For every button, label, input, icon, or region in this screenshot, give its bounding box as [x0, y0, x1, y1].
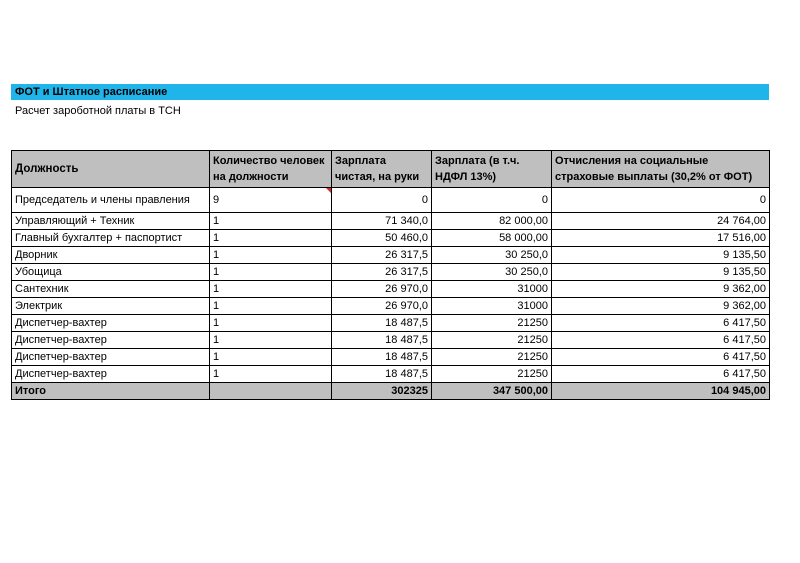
- cell-position[interactable]: Диспетчер-вахтер: [12, 366, 210, 383]
- cell-position[interactable]: Диспетчер-вахтер: [12, 332, 210, 349]
- cell-social[interactable]: 6 417,50: [552, 366, 770, 383]
- table-row: [12, 298, 770, 315]
- table-row: [12, 315, 770, 332]
- cell-count[interactable]: 1: [210, 332, 332, 349]
- cell-gross[interactable]: 31000: [432, 281, 552, 298]
- table-row: [12, 213, 770, 230]
- total-row: [12, 383, 770, 400]
- table-row: [12, 349, 770, 366]
- cell-social[interactable]: 9 362,00: [552, 298, 770, 315]
- cell-position[interactable]: Убощица: [12, 264, 210, 281]
- sheet-subtitle: Расчет зароботной платы в ТСН: [15, 105, 181, 117]
- cell-gross[interactable]: 30 250,0: [432, 264, 552, 281]
- cell-count[interactable]: 1: [210, 213, 332, 230]
- cell-position[interactable]: Управляющий + Техник: [12, 213, 210, 230]
- cell-gross[interactable]: 30 250,0: [432, 247, 552, 264]
- cell-position[interactable]: Дворник: [12, 247, 210, 264]
- cell-social[interactable]: 6 417,50: [552, 332, 770, 349]
- column-header-count[interactable]: Количество человек на должности: [210, 151, 332, 188]
- cell-gross[interactable]: 58 000,00: [432, 230, 552, 247]
- cell-net[interactable]: 0: [332, 188, 432, 213]
- cell-count[interactable]: 1: [210, 366, 332, 383]
- cell-count[interactable]: 1: [210, 349, 332, 366]
- cell-gross[interactable]: 31000: [432, 298, 552, 315]
- cell-gross[interactable]: 21250: [432, 366, 552, 383]
- cell-gross[interactable]: 21250: [432, 332, 552, 349]
- cell-social[interactable]: 0: [552, 188, 770, 213]
- cell-count[interactable]: 9: [210, 188, 332, 213]
- cell-position[interactable]: Сантехник: [12, 281, 210, 298]
- cell-position[interactable]: Председатель и члены правления: [12, 188, 210, 213]
- cell-net[interactable]: 18 487,5: [332, 332, 432, 349]
- cell-gross[interactable]: 21250: [432, 349, 552, 366]
- sheet-title-banner: ФОТ и Штатное расписание: [11, 84, 769, 100]
- total-net[interactable]: 302325: [332, 383, 432, 400]
- cell-net[interactable]: 26 317,5: [332, 264, 432, 281]
- total-social[interactable]: 104 945,00: [552, 383, 770, 400]
- cell-social[interactable]: 6 417,50: [552, 315, 770, 332]
- total-gross[interactable]: 347 500,00: [432, 383, 552, 400]
- cell-position[interactable]: Электрик: [12, 298, 210, 315]
- cell-count[interactable]: 1: [210, 281, 332, 298]
- total-count[interactable]: [210, 383, 332, 400]
- cell-social[interactable]: 6 417,50: [552, 349, 770, 366]
- cell-social[interactable]: 9 362,00: [552, 281, 770, 298]
- table-row: [12, 247, 770, 264]
- column-header-position[interactable]: Должность: [12, 151, 210, 188]
- cell-position[interactable]: Диспетчер-вахтер: [12, 315, 210, 332]
- cell-position[interactable]: Диспетчер-вахтер: [12, 349, 210, 366]
- cell-count[interactable]: 1: [210, 315, 332, 332]
- cell-count[interactable]: 1: [210, 247, 332, 264]
- column-header-gross-salary[interactable]: Зарплата (в т.ч. НДФЛ 13%): [432, 151, 552, 188]
- cell-net[interactable]: 26 317,5: [332, 247, 432, 264]
- cell-count[interactable]: 1: [210, 298, 332, 315]
- table-row: [12, 188, 770, 213]
- cell-net[interactable]: 18 487,5: [332, 315, 432, 332]
- cell-net[interactable]: 50 460,0: [332, 230, 432, 247]
- cell-net[interactable]: 18 487,5: [332, 349, 432, 366]
- cell-net[interactable]: 18 487,5: [332, 366, 432, 383]
- column-header-social-contributions[interactable]: Отчисления на социальные страховые выплаты (30,2% от ФОТ): [552, 151, 770, 188]
- cell-social[interactable]: 24 764,00: [552, 213, 770, 230]
- cell-net[interactable]: 26 970,0: [332, 281, 432, 298]
- cell-social[interactable]: 9 135,50: [552, 247, 770, 264]
- cell-social[interactable]: 17 516,00: [552, 230, 770, 247]
- cell-net[interactable]: 71 340,0: [332, 213, 432, 230]
- table-row: [12, 230, 770, 247]
- total-label[interactable]: Итого: [12, 383, 210, 400]
- table-row: [12, 264, 770, 281]
- table-header-row: [12, 151, 770, 188]
- cell-position[interactable]: Главный бухгалтер + паспортист: [12, 230, 210, 247]
- cell-social[interactable]: 9 135,50: [552, 264, 770, 281]
- table-row: [12, 332, 770, 349]
- column-header-net-salary[interactable]: Зарплата чистая, на руки: [332, 151, 432, 188]
- table-row: [12, 281, 770, 298]
- cell-count[interactable]: 1: [210, 264, 332, 281]
- cell-gross[interactable]: 82 000,00: [432, 213, 552, 230]
- cell-gross[interactable]: 0: [432, 188, 552, 213]
- table-row: [12, 366, 770, 383]
- cell-net[interactable]: 26 970,0: [332, 298, 432, 315]
- payroll-table: [11, 150, 770, 400]
- cell-gross[interactable]: 21250: [432, 315, 552, 332]
- cell-count[interactable]: 1: [210, 230, 332, 247]
